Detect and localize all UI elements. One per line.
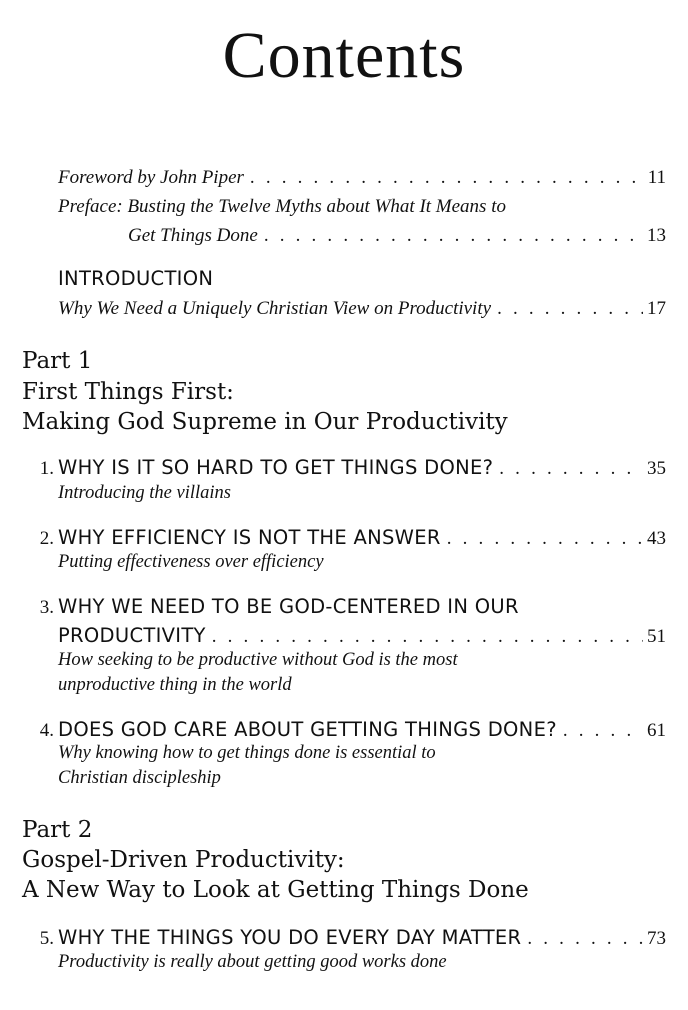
part-label: Part 2: [22, 817, 93, 843]
toc-entry-preface[interactable]: [128, 225, 666, 247]
page-title: Contents: [222, 19, 466, 92]
dot-leader: [563, 720, 643, 742]
dot-leader: [497, 298, 643, 320]
toc-entry-preface-line1[interactable]: Preface: Busting the Twelve Myths about What It Means to: [58, 196, 506, 217]
chapter-title-line1[interactable]: WHY WE NEED TO BE GOD-CENTERED IN OUR: [58, 595, 519, 618]
part-title-line1: First Things First:: [22, 379, 234, 405]
chapter-number: 2.: [39, 528, 54, 549]
page-number: 43: [647, 528, 666, 549]
page-number: 51: [647, 626, 666, 647]
toc-entry-chapter-4[interactable]: [58, 718, 666, 742]
chapter-number: 5.: [39, 928, 54, 949]
toc-entry-chapter-3[interactable]: [58, 624, 666, 648]
toc-entry-chapter-2[interactable]: [58, 526, 666, 550]
toc-entry-introduction[interactable]: [58, 298, 666, 320]
entry-title: DOES GOD CARE ABOUT GETTING THINGS DONE?: [58, 718, 557, 741]
page-number: 61: [647, 720, 666, 741]
toc-entry-foreword[interactable]: [58, 167, 666, 189]
introduction-heading: INTRODUCTION: [58, 267, 214, 290]
chapter-subtitle: unproductive thing in the world: [58, 675, 292, 695]
entry-title: WHY EFFICIENCY IS NOT THE ANSWER: [58, 526, 441, 549]
entry-title: Why We Need a Uniquely Christian View on Productivity: [58, 298, 492, 319]
page-number: 13: [647, 225, 666, 246]
toc-entry-chapter-1[interactable]: [58, 456, 666, 480]
chapter-subtitle: Introducing the villains: [58, 483, 231, 503]
chapter-subtitle: Putting effectiveness over efficiency: [58, 552, 324, 572]
chapter-subtitle: Why knowing how to get things done is essential to: [58, 743, 436, 763]
page-number: 73: [647, 928, 666, 949]
dot-leader: [527, 928, 643, 950]
dot-leader: [499, 458, 643, 480]
chapter-number: 3.: [39, 597, 54, 618]
chapter-number: 4.: [39, 720, 54, 741]
chapter-subtitle: Productivity is really about getting good works done: [58, 952, 447, 972]
dot-leader: [447, 528, 643, 550]
part-title-line1: Gospel-Driven Productivity:: [22, 847, 345, 873]
part-title-line2: A New Way to Look at Getting Things Done: [22, 877, 529, 903]
entry-title: PRODUCTIVITY: [58, 624, 206, 647]
entry-title: Foreword by John Piper: [58, 167, 244, 188]
part-label: Part 1: [22, 348, 93, 374]
entry-title: WHY THE THINGS YOU DO EVERY DAY MATTER: [58, 926, 522, 949]
page-number: 35: [647, 458, 666, 479]
chapter-number: 1.: [39, 458, 54, 479]
dot-leader: [212, 626, 643, 648]
page-number: 11: [647, 167, 666, 188]
part-title-line2: Making God Supreme in Our Productivity: [22, 409, 508, 435]
chapter-subtitle: How seeking to be productive without God is the most: [58, 650, 458, 670]
toc-entry-chapter-5[interactable]: [58, 926, 666, 950]
chapter-subtitle: Christian discipleship: [58, 768, 221, 788]
dot-leader: [264, 225, 643, 247]
entry-title: Get Things Done: [128, 225, 258, 246]
dot-leader: [250, 167, 644, 189]
page-number: 17: [647, 298, 666, 319]
entry-title: WHY IS IT SO HARD TO GET THINGS DONE?: [58, 456, 494, 479]
